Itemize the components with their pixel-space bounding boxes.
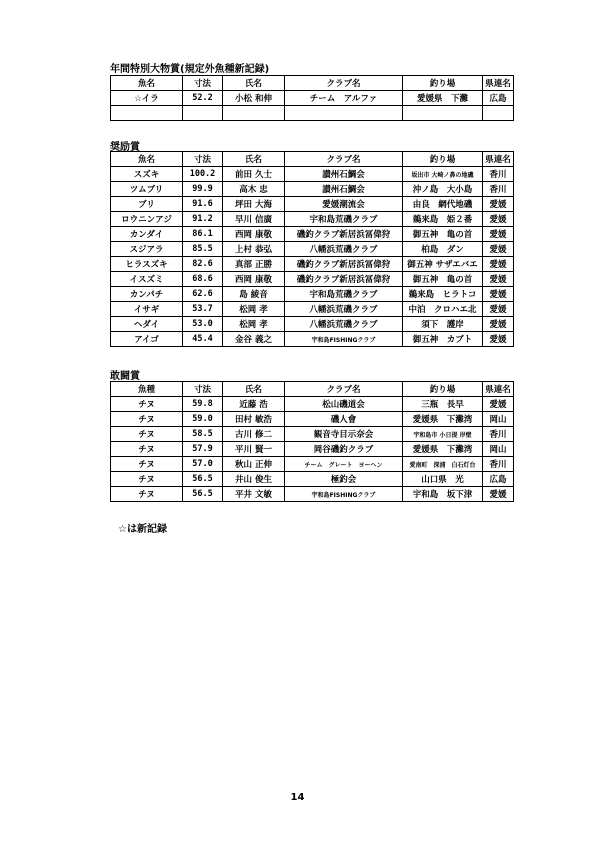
cell-club-name: チーム アルファ	[285, 91, 403, 106]
cell-angler-name: 松岡 孝	[223, 317, 285, 332]
cell-club-name	[285, 106, 403, 121]
cell-angler-name: 坪田 大海	[223, 197, 285, 212]
cell-fishing-spot: 御五神 カブト	[403, 332, 483, 347]
cell-fish-name: チヌ	[111, 412, 183, 427]
fighting-spirit-award-table	[110, 381, 514, 502]
table-row	[111, 427, 514, 442]
cell-angler-name: 西岡 康敬	[223, 272, 285, 287]
cell-fishing-spot	[403, 106, 483, 121]
cell-fishing-spot: 坂出市 大崎ノ鼻の地磯	[403, 167, 483, 182]
column-header-size: 寸法	[183, 382, 223, 397]
table-row	[111, 287, 514, 302]
cell-fishing-spot: 鵜来島 ヒラトコ	[403, 287, 483, 302]
cell-fish-name: ツムブリ	[111, 182, 183, 197]
section-title-encouragement: 奨励賞	[110, 142, 140, 153]
section-title-fighting-spirit: 敢闘賞	[110, 371, 140, 382]
page-number: 14	[290, 792, 305, 803]
encouragement-award-table	[110, 151, 514, 347]
cell-prefecture: 愛媛	[483, 242, 514, 257]
table-row	[111, 457, 514, 472]
cell-size: 56.5	[183, 472, 223, 487]
cell-fish-name	[111, 106, 183, 121]
cell-club-name: 観音寺目示奈会	[285, 427, 403, 442]
table-header-row	[111, 152, 514, 167]
table-row	[111, 227, 514, 242]
cell-fish-name: カンダイ	[111, 227, 183, 242]
cell-fishing-spot: 御五神 亀の首	[403, 272, 483, 287]
cell-club-name: 磯釣クラブ新居浜冨偉狩	[285, 227, 403, 242]
cell-prefecture: 香川	[483, 427, 514, 442]
cell-size	[183, 106, 223, 121]
cell-fish-name: スズキ	[111, 167, 183, 182]
cell-prefecture: 愛媛	[483, 272, 514, 287]
cell-fish-name: アイゴ	[111, 332, 183, 347]
cell-prefecture	[483, 106, 514, 121]
cell-prefecture: 香川	[483, 167, 514, 182]
cell-club-name: 宇和島荒磯クラブ	[285, 212, 403, 227]
column-header-fishing-spot: 釣り場	[403, 382, 483, 397]
cell-angler-name	[223, 106, 285, 121]
cell-prefecture: 愛媛	[483, 332, 514, 347]
cell-angler-name: 早川 信廣	[223, 212, 285, 227]
cell-size: 59.8	[183, 397, 223, 412]
table-row	[111, 167, 514, 182]
cell-fish-name: チヌ	[111, 427, 183, 442]
cell-size: 53.7	[183, 302, 223, 317]
table-row	[111, 91, 514, 106]
table-row	[111, 242, 514, 257]
cell-fishing-spot: 御五神 サザエバエ	[403, 257, 483, 272]
cell-club-name: 磯釣クラブ新居浜冨偉狩	[285, 257, 403, 272]
table-row	[111, 257, 514, 272]
new-record-note: ☆は新記録	[118, 524, 167, 535]
cell-fishing-spot: 中泊 クロハエ北	[403, 302, 483, 317]
cell-fish-name: ヘダイ	[111, 317, 183, 332]
cell-angler-name: 金谷 義之	[223, 332, 285, 347]
cell-angler-name: 平井 文敏	[223, 487, 285, 502]
cell-angler-name: 前田 久士	[223, 167, 285, 182]
cell-fish-name: イサギ	[111, 302, 183, 317]
cell-size: 52.2	[183, 91, 223, 106]
column-header-prefecture: 県連名	[483, 382, 514, 397]
cell-fish-name: スジアラ	[111, 242, 183, 257]
cell-fishing-spot: 山口県 光	[403, 472, 483, 487]
cell-fishing-spot: 御五神 亀の首	[403, 227, 483, 242]
cell-club-name: 八幡浜荒磯クラブ	[285, 317, 403, 332]
cell-fish-name: ロウニンアジ	[111, 212, 183, 227]
cell-fish-name: ブリ	[111, 197, 183, 212]
cell-angler-name: 上村 恭弘	[223, 242, 285, 257]
cell-club-name: 岡谷磯釣クラブ	[285, 442, 403, 457]
cell-fish-name: チヌ	[111, 487, 183, 502]
cell-fish-name: チヌ	[111, 397, 183, 412]
cell-fish-name: ☆イラ	[111, 91, 183, 106]
table-row	[111, 212, 514, 227]
cell-size: 100.2	[183, 167, 223, 182]
cell-angler-name: 近藤 浩	[223, 397, 285, 412]
cell-size: 91.2	[183, 212, 223, 227]
cell-fish-name: カンパチ	[111, 287, 183, 302]
cell-angler-name: 高木 忠	[223, 182, 285, 197]
table-row	[111, 442, 514, 457]
cell-size: 62.6	[183, 287, 223, 302]
cell-size: 59.0	[183, 412, 223, 427]
cell-club-name: 讃州石鯛会	[285, 182, 403, 197]
cell-club-name: 宇和島FISHINGクラブ	[285, 487, 403, 502]
cell-prefecture: 愛媛	[483, 317, 514, 332]
table-row	[111, 332, 514, 347]
cell-angler-name: 井山 俊生	[223, 472, 285, 487]
cell-prefecture: 愛媛	[483, 227, 514, 242]
column-header-angler-name: 氏名	[223, 382, 285, 397]
cell-angler-name: 松岡 孝	[223, 302, 285, 317]
column-header-angler-name: 氏名	[223, 76, 285, 91]
cell-club-name: 八幡浜荒磯クラブ	[285, 302, 403, 317]
table-row	[111, 272, 514, 287]
cell-fishing-spot: 宇和島市 小日提 岸壁	[403, 427, 483, 442]
cell-prefecture: 広島	[483, 472, 514, 487]
table-header-row	[111, 382, 514, 397]
cell-club-name: 宇和島FISHINGクラブ	[285, 332, 403, 347]
cell-angler-name: 小松 和伸	[223, 91, 285, 106]
table-row	[111, 412, 514, 427]
cell-size: 57.0	[183, 457, 223, 472]
column-header-fish-name: 魚名	[111, 152, 183, 167]
cell-prefecture: 広島	[483, 91, 514, 106]
cell-angler-name: 真部 正勝	[223, 257, 285, 272]
cell-fishing-spot: 沖ノ島 大小島	[403, 182, 483, 197]
cell-club-name: 讃州石鯛会	[285, 167, 403, 182]
table-row	[111, 182, 514, 197]
cell-fishing-spot: 宇和島 坂下津	[403, 487, 483, 502]
cell-fishing-spot: 愛媛県 下灘湾	[403, 412, 483, 427]
cell-size: 82.6	[183, 257, 223, 272]
cell-prefecture: 岡山	[483, 442, 514, 457]
column-header-angler-name: 氏名	[223, 152, 285, 167]
cell-size: 85.5	[183, 242, 223, 257]
cell-prefecture: 愛媛	[483, 257, 514, 272]
cell-angler-name: 古川 修二	[223, 427, 285, 442]
cell-size: 91.6	[183, 197, 223, 212]
cell-prefecture: 愛媛	[483, 487, 514, 502]
cell-prefecture: 愛媛	[483, 302, 514, 317]
cell-fishing-spot: 三瓶 長早	[403, 397, 483, 412]
cell-size: 45.4	[183, 332, 223, 347]
cell-club-name: 極釣会	[285, 472, 403, 487]
cell-angler-name: 田村 敏浩	[223, 412, 285, 427]
column-header-size: 寸法	[183, 152, 223, 167]
cell-club-name: 磯釣クラブ新居浜冨偉狩	[285, 272, 403, 287]
cell-fish-name: チヌ	[111, 442, 183, 457]
cell-fish-name: チヌ	[111, 472, 183, 487]
cell-prefecture: 愛媛	[483, 212, 514, 227]
cell-angler-name: 島 綾音	[223, 287, 285, 302]
cell-club-name: 宇和島荒磯クラブ	[285, 287, 403, 302]
cell-angler-name: 平川 賢一	[223, 442, 285, 457]
cell-fish-name: イスズミ	[111, 272, 183, 287]
column-header-prefecture: 県連名	[483, 152, 514, 167]
cell-club-name: 八幡浜荒磯クラブ	[285, 242, 403, 257]
column-header-size: 寸法	[183, 76, 223, 91]
cell-prefecture: 岡山	[483, 412, 514, 427]
table-row	[111, 106, 514, 121]
cell-club-name: チーム グレート ヨーヘン	[285, 457, 403, 472]
cell-club-name: 磯人會	[285, 412, 403, 427]
column-header-club-name: クラブ名	[285, 152, 403, 167]
cell-fishing-spot: 鵜来島 姫２番	[403, 212, 483, 227]
cell-size: 58.5	[183, 427, 223, 442]
cell-fish-name: チヌ	[111, 457, 183, 472]
cell-size: 56.5	[183, 487, 223, 502]
cell-size: 57.9	[183, 442, 223, 457]
cell-fishing-spot: 須下 護岸	[403, 317, 483, 332]
cell-angler-name: 秋山 正伸	[223, 457, 285, 472]
cell-size: 68.6	[183, 272, 223, 287]
cell-club-name: 愛媛潮流会	[285, 197, 403, 212]
table-row	[111, 487, 514, 502]
special-award-table	[110, 75, 514, 121]
table-row	[111, 397, 514, 412]
table-row	[111, 472, 514, 487]
cell-prefecture: 愛媛	[483, 287, 514, 302]
cell-fishing-spot: 由良 網代地磯	[403, 197, 483, 212]
cell-size: 86.1	[183, 227, 223, 242]
column-header-fish-name: 魚種	[111, 382, 183, 397]
table-header-row	[111, 76, 514, 91]
cell-angler-name: 西岡 康敬	[223, 227, 285, 242]
cell-fishing-spot: 愛南町 深浦 白石灯台	[403, 457, 483, 472]
column-header-prefecture: 県連名	[483, 76, 514, 91]
column-header-fishing-spot: 釣り場	[403, 152, 483, 167]
cell-prefecture: 香川	[483, 182, 514, 197]
column-header-club-name: クラブ名	[285, 382, 403, 397]
table-row	[111, 302, 514, 317]
table-row	[111, 197, 514, 212]
cell-fishing-spot: 愛媛県 下灘	[403, 91, 483, 106]
cell-club-name: 松山磯道会	[285, 397, 403, 412]
column-header-club-name: クラブ名	[285, 76, 403, 91]
cell-prefecture: 香川	[483, 457, 514, 472]
cell-fishing-spot: 愛媛県 下灘湾	[403, 442, 483, 457]
column-header-fish-name: 魚名	[111, 76, 183, 91]
cell-fish-name: ヒラスズキ	[111, 257, 183, 272]
cell-size: 99.9	[183, 182, 223, 197]
column-header-fishing-spot: 釣り場	[403, 76, 483, 91]
cell-prefecture: 愛媛	[483, 397, 514, 412]
section-title-special: 年間特別大物賞(規定外魚種新記録)	[110, 64, 270, 75]
cell-size: 53.0	[183, 317, 223, 332]
table-row	[111, 317, 514, 332]
cell-prefecture: 愛媛	[483, 197, 514, 212]
cell-fishing-spot: 柏島 ダン	[403, 242, 483, 257]
